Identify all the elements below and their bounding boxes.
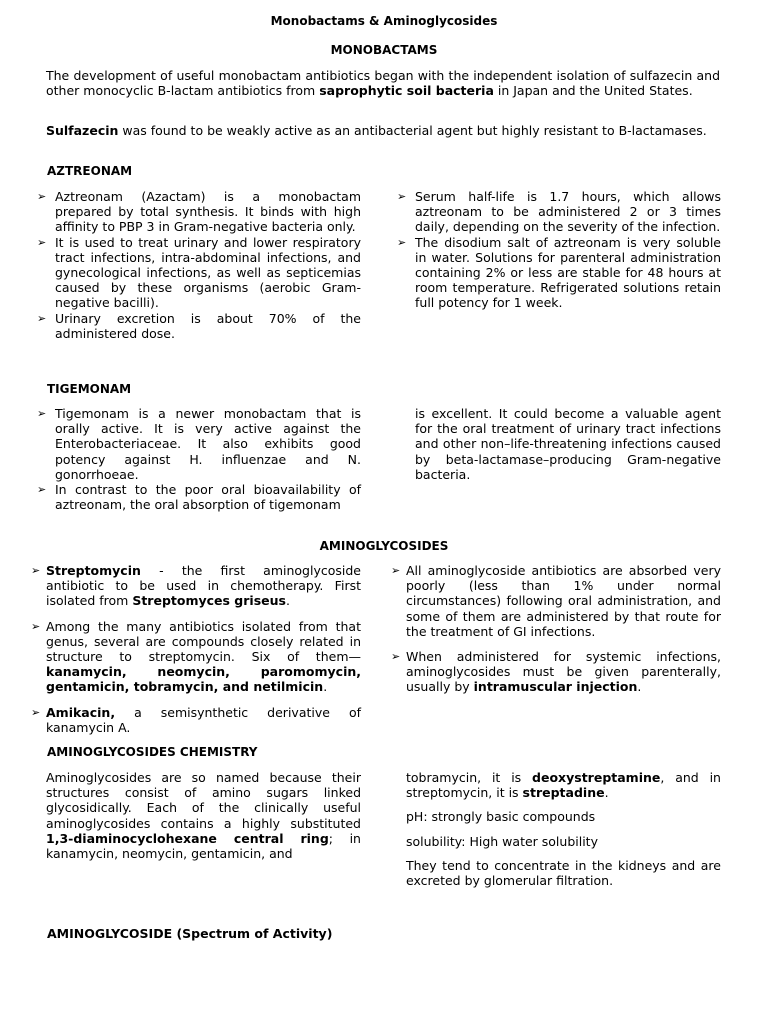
list-item [37,482,361,512]
list-item-text: Among the many antibiotics isolated from that genus, several are compounds closely related in structure to streptomycin. Six of them— [46,618,361,665]
sulfazecin-text: was found to be weakly active as an antibacterial agent but highly resistant to B-lactamases. [118,123,707,138]
tigemonam-continued-text: is excellent. It could become a valuable agent for the oral treatment of urinary tract infections and other non–life-threatening infections caused by beta-lactamase–producing Gram-negative bacteria. [415,406,721,482]
list-item [391,563,721,639]
aminoglycosides-left-column [31,563,361,745]
list-item [37,406,361,482]
tigemonam-right-column [397,406,721,482]
arrow-bullet-icon: ➢ [397,235,407,249]
streptomyces-term: Streptomyces griseus [132,593,286,609]
document-title: Monobactams & Aminoglycosides [270,14,498,28]
chemistry-left-column [46,770,361,870]
list-item-text: The disodium salt of aztreonam is very soluble in water. Solutions for parenteral administration containing 2% or less are stable for 48 hours at room temperature. Refrigerated solutions retain full potency for 1 week. [415,234,721,311]
amikacin-term: Amikacin, [46,704,116,720]
list-item-text: In contrast to the poor oral bioavailability of aztreonam, the oral absorption of tigemonam [55,482,361,513]
arrow-bullet-icon: ➢ [37,311,47,325]
kidneys-paragraph: They tend to concentrate in the kidneys and are excreted by glomerular filtration. [406,857,721,889]
intro-bold-term: saprophytic soil bacteria [319,83,494,99]
chemistry-text: , and in streptomycin, it is [406,770,721,801]
sulfazecin-term: Sulfazecin [46,123,119,138]
aztreonam-left-column [37,189,361,341]
monobactams-intro-paragraph [46,68,720,98]
chemistry-text-end: ; in kanamycin, neomycin, gentamicin, and [46,830,361,862]
tigemonam-left-column [37,406,361,512]
list-item-end: . [285,593,290,609]
list-item [37,311,361,341]
arrow-bullet-icon: ➢ [37,483,47,497]
aminoglycosides-heading: AMINOGLYCOSIDES [319,539,449,553]
list-item-text: Urinary excretion is about 70% of the administered dose. [55,310,361,341]
solubility-paragraph: solubility: High water solubility [406,833,598,849]
list-item [391,649,721,695]
list-item [397,235,721,311]
list-item-end: . [637,679,642,695]
list-item [31,619,361,695]
arrow-bullet-icon: ➢ [397,190,407,203]
intro-text: The development of useful monobactam antibiotics began with the independent isolation of sulfazecin and other monocyclic B-lactam antibiotics from [46,68,720,99]
list-item-text: It is used to treat urinary and lower respiratory tract infections, intra-abdominal infections, and gynecological infections, as well as septicemias caused by these organisms (aerobic Gram-negative bacilli). [55,234,361,311]
intro-text-end: in Japan and the United States. [493,83,693,99]
list-item [37,189,361,235]
list-item-text: Tigemonam is a newer monobactam that is orally active. It is very active against the Enterobacteriaceae. It also exhibits good potency against H. influenzae and N. gonorrhoeae. [55,406,361,482]
chemistry-continued-paragraph [406,770,721,800]
intramuscular-term: intramuscular injection [473,679,638,695]
chemistry-text: tobramycin, it is [406,770,533,785]
deoxystreptamine-term: deoxystreptamine [532,770,661,785]
chemistry-text: Aminoglycosides are so named because their structures consist of amino sugars linked glycosidically. Each of the clinically useful aminoglycosides contains a highly substituted [46,770,361,831]
spectrum-heading: AMINOGLYCOSIDE (Spectrum of Activity) [47,926,333,941]
aztreonam-right-column [397,189,721,311]
chemistry-paragraph [46,770,361,861]
list-item-text: a semisynthetic derivative of kanamycin A. [46,704,361,735]
central-ring-term: 1,3-diaminocyclohexane central ring [46,830,329,846]
chemistry-right-column [406,770,721,897]
arrow-bullet-icon: ➢ [31,564,41,577]
aztreonam-heading: AZTREONAM [47,164,133,178]
arrow-bullet-icon: ➢ [31,619,41,633]
sulfazecin-paragraph [46,123,720,138]
list-item [31,705,361,735]
list-item-text: All aminoglycoside antibiotics are absorbed very poorly (less than 1% under normal circumstances) following oral administration, and some of them are administered by that route for the treatment of GI infections. [406,563,721,639]
chemistry-heading: AMINOGLYCOSIDES CHEMISTRY [47,745,258,759]
aminoglycosides-right-column [391,563,721,705]
chemistry-text-end: . [604,785,609,801]
arrow-bullet-icon: ➢ [37,407,47,420]
list-item-text: Serum half-life is 1.7 hours, which allows aztreonam to be administered 2 or 3 times daily, depending on the severity of the infection. [415,189,721,235]
list-item [31,563,361,609]
ph-paragraph: pH: strongly basic compounds [406,809,596,825]
tigemonam-heading: TIGEMONAM [47,382,132,396]
streptomycin-term: Streptomycin [46,563,141,578]
list-item-text: Aztreonam (Azactam) is a monobactam prepared by total synthesis. It binds with high affinity to PBP 3 in Gram-negative bacteria only. [55,189,361,235]
arrow-bullet-icon: ➢ [391,564,401,577]
list-item [37,235,361,311]
aminoglycoside-list-term: kanamycin, neomycin, paromomycin, gentamicin, tobramycin, and netilmicin [46,664,361,695]
list-item-text: When administered for systemic infections, aminoglycosides must be given parenterally, usually by [406,649,721,695]
streptadine-term: streptadine [522,785,605,801]
arrow-bullet-icon: ➢ [391,650,401,664]
arrow-bullet-icon: ➢ [31,705,41,719]
arrow-bullet-icon: ➢ [37,190,47,203]
list-item-end: . [323,679,328,695]
arrow-bullet-icon: ➢ [37,235,47,249]
list-item [397,189,721,235]
list-item-text: - the first aminoglycoside antibiotic to be used in chemotherapy. First isolated from [46,563,361,609]
monobactams-heading: MONOBACTAMS [330,43,438,57]
